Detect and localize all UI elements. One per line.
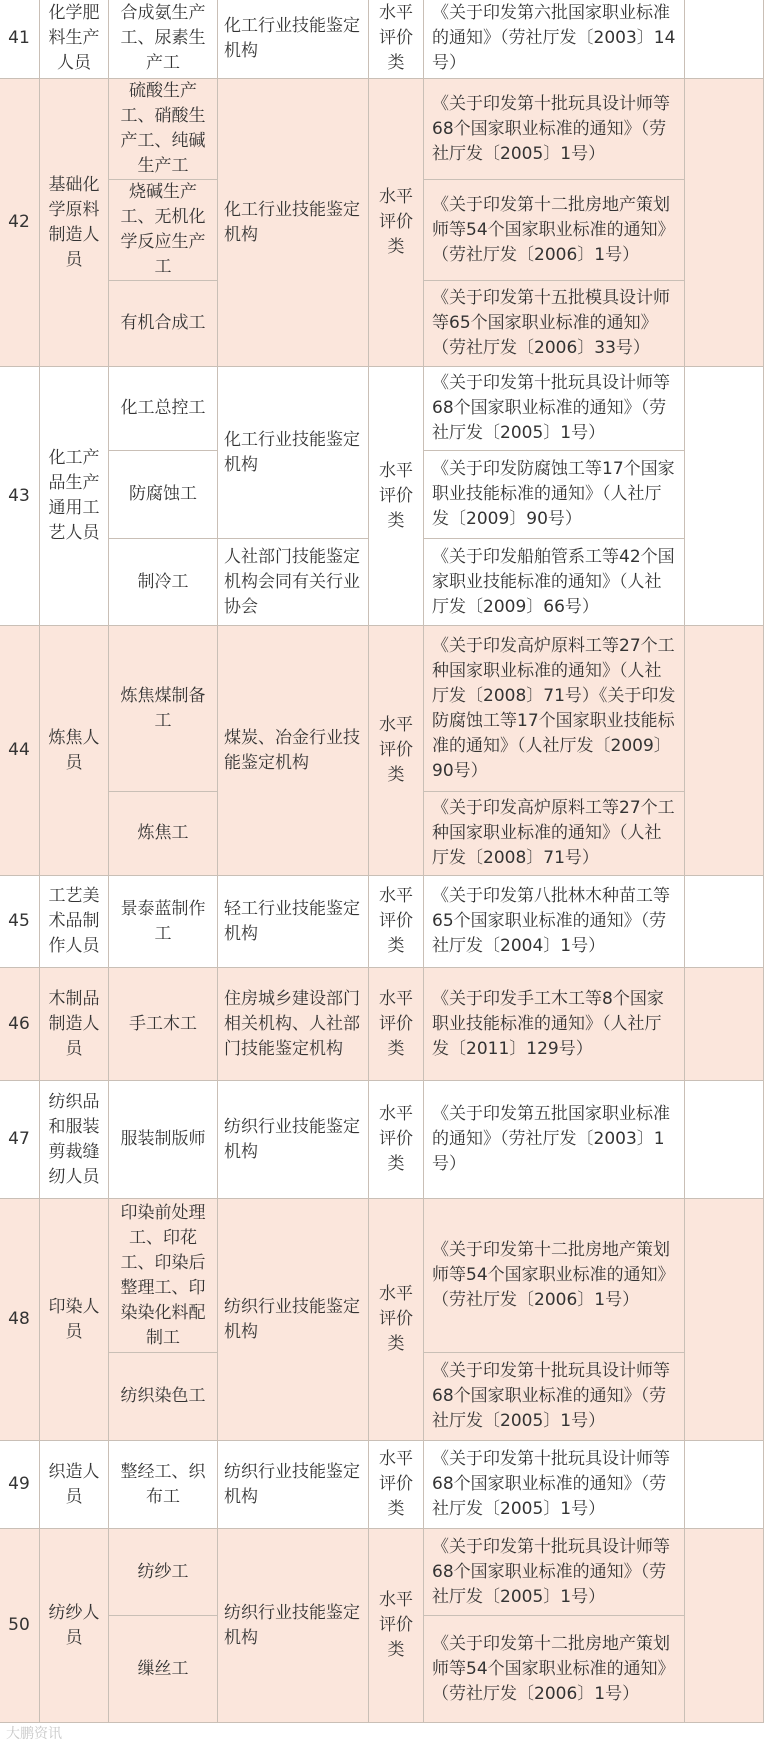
- row-number: 42: [0, 79, 40, 367]
- work-type-cell: 制冷工: [109, 539, 218, 626]
- document-cell: 《关于印发防腐蚀工等17个国家职业技能标准的通知》（人社厅发〔2009〕90号）: [424, 451, 685, 539]
- occupation-cell: 印染人员: [40, 1199, 109, 1441]
- document-cell: 《关于印发第十批玩具设计师等68个国家职业标准的通知》（劳社厅发〔2005〕1号）: [424, 1529, 685, 1616]
- category-cell: 水平评价类: [369, 1441, 424, 1529]
- work-type-cell: 烧碱生产工、无机化学反应生产工: [109, 180, 218, 281]
- category-cell: 水平评价类: [369, 1081, 424, 1199]
- work-type-cell: 手工木工: [109, 968, 218, 1081]
- work-type-cell: 纺纱工: [109, 1529, 218, 1616]
- appraisal-org-cell: 人社部门技能鉴定机构会同有关行业协会: [218, 539, 369, 626]
- row-number: 41: [0, 0, 40, 79]
- category-cell: 水平评价类: [369, 968, 424, 1081]
- document-cell: 《关于印发第五批国家职业标准的通知》（劳社厅发〔2003〕1号）: [424, 1081, 685, 1199]
- work-type-cell: 合成氨生产工、尿素生产工: [109, 0, 218, 79]
- document-cell: 《关于印发第十二批房地产策划师等54个国家职业标准的通知》（劳社厅发〔2006〕1号）: [424, 180, 685, 281]
- category-cell: 水平评价类: [369, 1529, 424, 1723]
- remarks-cell: [685, 1529, 764, 1723]
- document-cell: 《关于印发第十批玩具设计师等68个国家职业标准的通知》（劳社厅发〔2005〕1号）: [424, 79, 685, 180]
- row-number: 48: [0, 1199, 40, 1441]
- category-cell: 水平评价类: [369, 367, 424, 626]
- work-type-cell: 服装制版师: [109, 1081, 218, 1199]
- work-type-cell: 化工总控工: [109, 367, 218, 451]
- document-cell: 《关于印发第十二批房地产策划师等54个国家职业标准的通知》（劳社厅发〔2006〕1号）: [424, 1199, 685, 1353]
- appraisal-org-cell: 纺织行业技能鉴定机构: [218, 1441, 369, 1529]
- remarks-cell: [685, 1441, 764, 1529]
- appraisal-org-cell: 化工行业技能鉴定机构: [218, 0, 369, 79]
- appraisal-org-cell: 化工行业技能鉴定机构: [218, 79, 369, 367]
- remarks-cell: [685, 0, 764, 79]
- work-type-cell: 景泰蓝制作工: [109, 876, 218, 968]
- document-cell: 《关于印发第六批国家职业标准的通知》（劳社厅发〔2003〕14号）: [424, 0, 685, 79]
- document-cell: 《关于印发船舶管系工等42个国家职业技能标准的通知》（人社厅发〔2009〕66号）: [424, 539, 685, 626]
- table-row: [0, 626, 764, 792]
- appraisal-org-cell: 纺织行业技能鉴定机构: [218, 1199, 369, 1441]
- document-cell: 《关于印发第十二批房地产策划师等54个国家职业标准的通知》（劳社厅发〔2006〕1号）: [424, 1616, 685, 1723]
- remarks-cell: [685, 79, 764, 367]
- category-cell: 水平评价类: [369, 0, 424, 79]
- work-type-cell: 有机合成工: [109, 281, 218, 367]
- occupation-cell: 化工产品生产通用工艺人员: [40, 367, 109, 626]
- row-number: 50: [0, 1529, 40, 1723]
- occupation-cell: 基础化学原料制造人员: [40, 79, 109, 367]
- occupation-cell: 纺织品和服装剪裁缝纫人员: [40, 1081, 109, 1199]
- table-row: [0, 367, 764, 451]
- category-cell: 水平评价类: [369, 1199, 424, 1441]
- appraisal-org-cell: 纺织行业技能鉴定机构: [218, 1529, 369, 1723]
- table-row: [0, 0, 764, 79]
- work-type-cell: 硫酸生产工、硝酸生产工、纯碱生产工: [109, 79, 218, 180]
- occupation-cell: 炼焦人员: [40, 626, 109, 876]
- work-type-cell: 缫丝工: [109, 1616, 218, 1723]
- remarks-cell: [685, 876, 764, 968]
- appraisal-org-cell: 煤炭、冶金行业技能鉴定机构: [218, 626, 369, 876]
- table-row: [0, 79, 764, 180]
- work-type-cell: 整经工、织布工: [109, 1441, 218, 1529]
- appraisal-org-cell: 住房城乡建设部门相关机构、人社部门技能鉴定机构: [218, 968, 369, 1081]
- appraisal-org-cell: 化工行业技能鉴定机构: [218, 367, 369, 539]
- table-row: [0, 1199, 764, 1353]
- occupation-cell: 工艺美术品制作人员: [40, 876, 109, 968]
- category-cell: 水平评价类: [369, 79, 424, 367]
- work-type-cell: 炼焦工: [109, 792, 218, 876]
- occupation-cell: 化学肥料生产人员: [40, 0, 109, 79]
- remarks-cell: [685, 367, 764, 626]
- category-cell: 水平评价类: [369, 876, 424, 968]
- table-row: [0, 1529, 764, 1616]
- remarks-cell: [685, 626, 764, 876]
- table-row: [0, 876, 764, 968]
- row-number: 43: [0, 367, 40, 626]
- row-number: 44: [0, 626, 40, 876]
- work-type-cell: 印染前处理工、印花工、印染后整理工、印染染化料配制工: [109, 1199, 218, 1353]
- row-number: 47: [0, 1081, 40, 1199]
- remarks-cell: [685, 1081, 764, 1199]
- document-cell: 《关于印发第十批玩具设计师等68个国家职业标准的通知》（劳社厅发〔2005〕1号）: [424, 1353, 685, 1441]
- table-row: [0, 1081, 764, 1199]
- work-type-cell: 防腐蚀工: [109, 451, 218, 539]
- document-cell: 《关于印发第十批玩具设计师等68个国家职业标准的通知》（劳社厅发〔2005〕1号）: [424, 367, 685, 451]
- document-cell: 《关于印发第十批玩具设计师等68个国家职业标准的通知》（劳社厅发〔2005〕1号）: [424, 1441, 685, 1529]
- row-number: 49: [0, 1441, 40, 1529]
- occupation-cell: 木制品制造人员: [40, 968, 109, 1081]
- document-cell: 《关于印发手工木工等8个国家职业技能标准的通知》（人社厅发〔2011〕129号）: [424, 968, 685, 1081]
- row-number: 45: [0, 876, 40, 968]
- work-type-cell: 纺织染色工: [109, 1353, 218, 1441]
- appraisal-org-cell: 纺织行业技能鉴定机构: [218, 1081, 369, 1199]
- table-row: [0, 1441, 764, 1529]
- occupation-cell: 纺纱人员: [40, 1529, 109, 1723]
- work-type-cell: 炼焦煤制备工: [109, 626, 218, 792]
- remarks-cell: [685, 968, 764, 1081]
- occupation-cell: 织造人员: [40, 1441, 109, 1529]
- document-cell: 《关于印发第八批林木种苗工等65个国家职业标准的通知》（劳社厅发〔2004〕1号）: [424, 876, 685, 968]
- document-cell: 《关于印发高炉原料工等27个工种国家职业标准的通知》（人社厅发〔2008〕71号）《关于印发防腐蚀工等17个国家职业技能标准的通知》（人社厅发〔2009〕90号）: [424, 626, 685, 792]
- document-cell: 《关于印发第十五批模具设计师等65个国家职业标准的通知》（劳社厅发〔2006〕33号）: [424, 281, 685, 367]
- row-number: 46: [0, 968, 40, 1081]
- appraisal-org-cell: 轻工行业技能鉴定机构: [218, 876, 369, 968]
- watermark: 大鹏资讯: [6, 1726, 62, 1742]
- document-cell: 《关于印发高炉原料工等27个工种国家职业标准的通知》（人社厅发〔2008〕71号）: [424, 792, 685, 876]
- table-row: [0, 968, 764, 1081]
- category-cell: 水平评价类: [369, 626, 424, 876]
- remarks-cell: [685, 1199, 764, 1441]
